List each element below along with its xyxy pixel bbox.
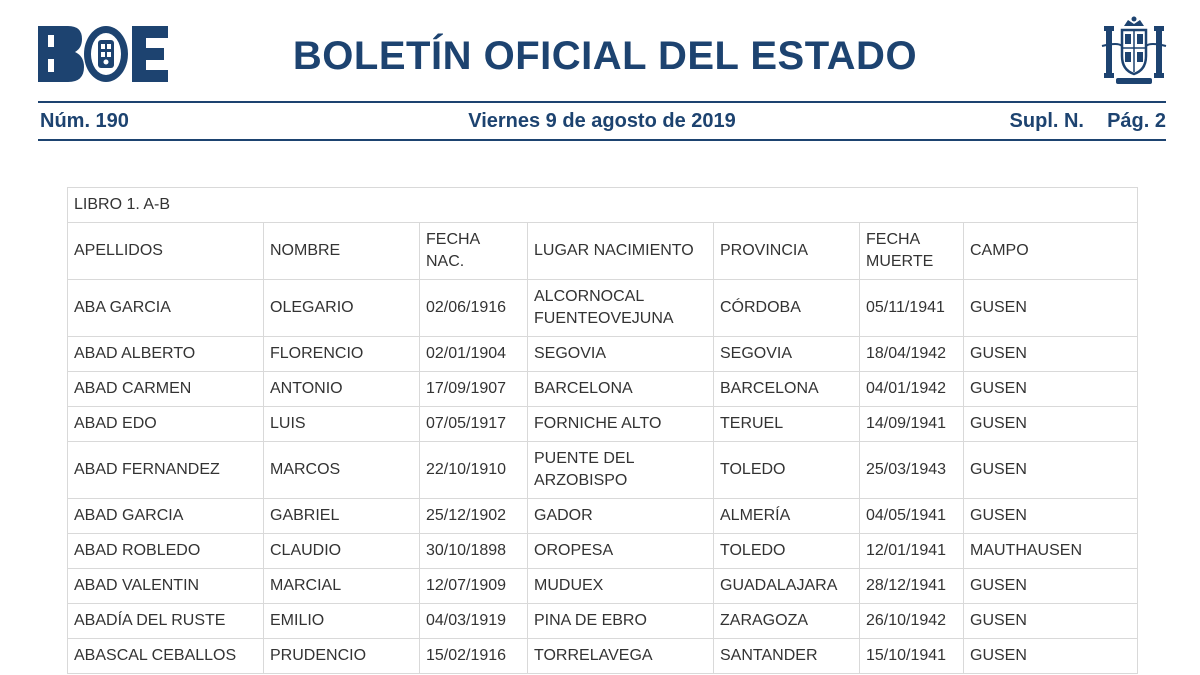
table-header-row: [68, 223, 1138, 280]
table-row: [68, 337, 1138, 372]
book-label-row: [68, 188, 1138, 223]
birthplace-cell: OROPESA: [528, 534, 714, 569]
column-header-fecha-muerte: FECHA MUERTE: [860, 223, 964, 280]
birthplace-cell: MUDUEX: [528, 569, 714, 604]
death-date-cell: 28/12/1941: [860, 569, 964, 604]
birthplace-cell: PUENTE DEL ARZOBISPO: [528, 442, 714, 499]
first-name-cell: MARCIAL: [264, 569, 420, 604]
surname-cell: ABAD ROBLEDO: [68, 534, 264, 569]
first-name-cell: EMILIO: [264, 604, 420, 639]
book-label: LIBRO 1. A-B: [68, 188, 1138, 223]
birthplace-cell: TORRELAVEGA: [528, 639, 714, 674]
page-title: BOLETÍN OFICIAL DEL ESTADO: [292, 34, 918, 78]
camp-cell: GUSEN: [964, 569, 1138, 604]
first-name-cell: OLEGARIO: [264, 280, 420, 337]
camp-cell: GUSEN: [964, 280, 1138, 337]
birth-date-cell: 22/10/1910: [420, 442, 528, 499]
surname-cell: ABADÍA DEL RUSTE: [68, 604, 264, 639]
table-row: [68, 534, 1138, 569]
table-row: [68, 499, 1138, 534]
column-header-provincia: PROVINCIA: [714, 223, 860, 280]
death-date-cell: 25/03/1943: [860, 442, 964, 499]
camp-cell: GUSEN: [964, 372, 1138, 407]
surname-cell: ABAD ALBERTO: [68, 337, 264, 372]
death-date-cell: 18/04/1942: [860, 337, 964, 372]
death-date-cell: 05/11/1941: [860, 280, 964, 337]
death-date-cell: 04/01/1942: [860, 372, 964, 407]
camp-cell: GUSEN: [964, 407, 1138, 442]
surname-cell: ABAD CARMEN: [68, 372, 264, 407]
camp-cell: GUSEN: [964, 499, 1138, 534]
first-name-cell: LUIS: [264, 407, 420, 442]
province-cell: ZARAGOZA: [714, 604, 860, 639]
camp-cell: GUSEN: [964, 639, 1138, 674]
first-name-cell: GABRIEL: [264, 499, 420, 534]
birth-date-cell: 17/09/1907: [420, 372, 528, 407]
province-cell: BARCELONA: [714, 372, 860, 407]
table-row: [68, 569, 1138, 604]
column-header-campo: CAMPO: [964, 223, 1138, 280]
boe-logo-icon: [38, 26, 168, 82]
issue-date: Viernes 9 de agosto de 2019: [468, 110, 736, 132]
header-rule-bottom: [38, 139, 1166, 141]
province-cell: TOLEDO: [714, 534, 860, 569]
province-cell: CÓRDOBA: [714, 280, 860, 337]
birth-date-cell: 30/10/1898: [420, 534, 528, 569]
death-date-cell: 15/10/1941: [860, 639, 964, 674]
death-date-cell: 14/09/1941: [860, 407, 964, 442]
birthplace-cell: ALCORNOCAL FUENTEOVEJUNA: [528, 280, 714, 337]
province-cell: SEGOVIA: [714, 337, 860, 372]
first-name-cell: PRUDENCIO: [264, 639, 420, 674]
birthplace-cell: GADOR: [528, 499, 714, 534]
column-header-apellidos: APELLIDOS: [68, 223, 264, 280]
first-name-cell: CLAUDIO: [264, 534, 420, 569]
surname-cell: ABAD EDO: [68, 407, 264, 442]
province-cell: TERUEL: [714, 407, 860, 442]
birth-date-cell: 07/05/1917: [420, 407, 528, 442]
birthplace-cell: FORNICHE ALTO: [528, 407, 714, 442]
birth-date-cell: 04/03/1919: [420, 604, 528, 639]
records-table: [67, 187, 1138, 674]
issue-number: Núm. 190: [40, 110, 129, 132]
camp-cell: GUSEN: [964, 442, 1138, 499]
camp-cell: GUSEN: [964, 337, 1138, 372]
province-cell: ALMERÍA: [714, 499, 860, 534]
table-row: [68, 280, 1138, 337]
birth-date-cell: 25/12/1902: [420, 499, 528, 534]
table-row: [68, 442, 1138, 499]
surname-cell: ABASCAL CEBALLOS: [68, 639, 264, 674]
death-date-cell: 26/10/1942: [860, 604, 964, 639]
camp-cell: GUSEN: [964, 604, 1138, 639]
death-date-cell: 12/01/1941: [860, 534, 964, 569]
birth-date-cell: 15/02/1916: [420, 639, 528, 674]
column-header-nombre: NOMBRE: [264, 223, 420, 280]
surname-cell: ABA GARCIA: [68, 280, 264, 337]
birthplace-cell: BARCELONA: [528, 372, 714, 407]
birth-date-cell: 02/01/1904: [420, 337, 528, 372]
table-row: [68, 604, 1138, 639]
birthplace-cell: SEGOVIA: [528, 337, 714, 372]
header-rule-top: [38, 101, 1166, 103]
province-cell: GUADALAJARA: [714, 569, 860, 604]
column-header-lugar-nacimiento: LUGAR NACIMIENTO: [528, 223, 714, 280]
first-name-cell: FLORENCIO: [264, 337, 420, 372]
table-row: [68, 407, 1138, 442]
surname-cell: ABAD VALENTIN: [68, 569, 264, 604]
first-name-cell: ANTONIO: [264, 372, 420, 407]
column-header-fecha-nac: FECHA NAC.: [420, 223, 528, 280]
surname-cell: ABAD GARCIA: [68, 499, 264, 534]
coat-of-arms-icon: [1100, 16, 1168, 88]
supplement-label: Supl. N.: [1009, 110, 1084, 132]
surname-cell: ABAD FERNANDEZ: [68, 442, 264, 499]
birth-date-cell: 12/07/1909: [420, 569, 528, 604]
death-date-cell: 04/05/1941: [860, 499, 964, 534]
table-row: [68, 372, 1138, 407]
first-name-cell: MARCOS: [264, 442, 420, 499]
province-cell: TOLEDO: [714, 442, 860, 499]
issue-line: [38, 108, 1166, 134]
birthplace-cell: PINA DE EBRO: [528, 604, 714, 639]
birth-date-cell: 02/06/1916: [420, 280, 528, 337]
province-cell: SANTANDER: [714, 639, 860, 674]
table-row: [68, 639, 1138, 674]
page-number: Pág. 2: [1107, 110, 1166, 132]
camp-cell: MAUTHAUSEN: [964, 534, 1138, 569]
